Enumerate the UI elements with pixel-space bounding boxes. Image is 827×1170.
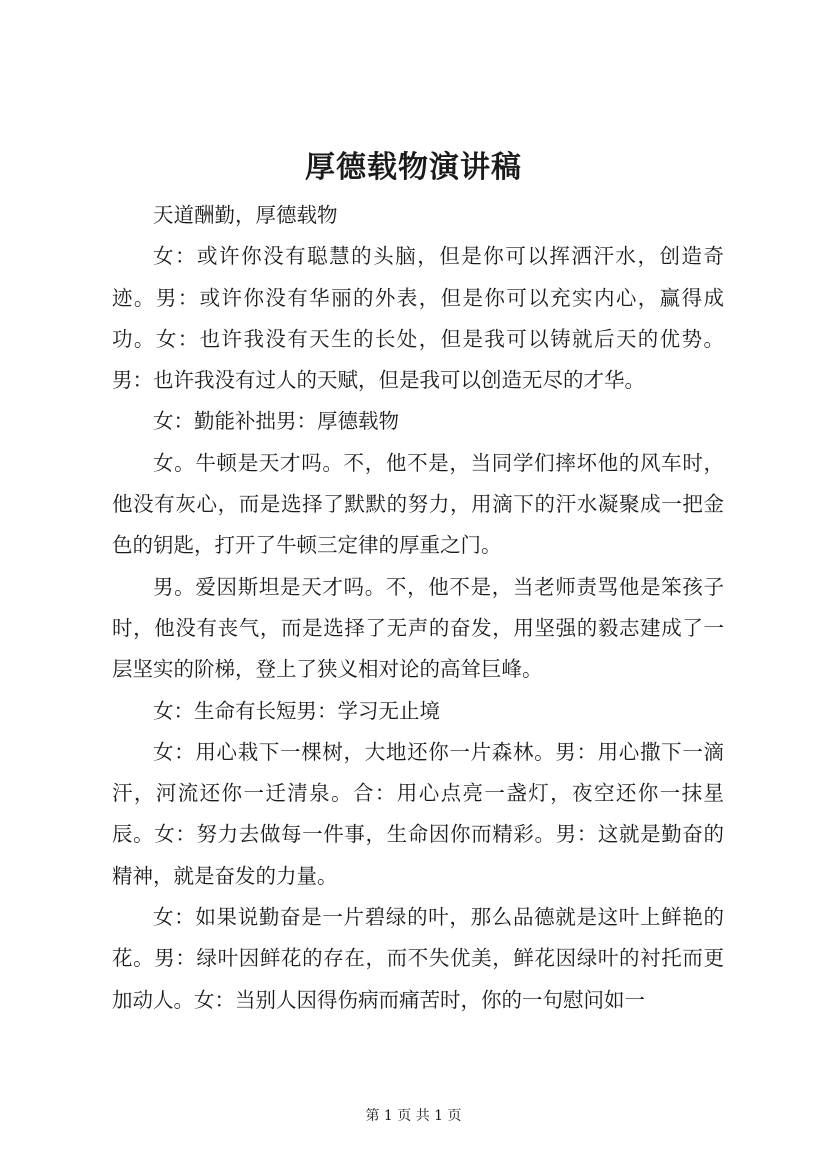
- paragraph: 女：或许你没有聪慧的头脑，但是你可以挥洒汗水，创造奇迹。男：或许你没有华丽的外表，但是你可以充实内心，赢得成功。女：也许我没有天生的长处，但是我可以铸就后天的优势。男：也许我没有过人的天赋，但是我可以创造无尽的才华。: [112, 244, 724, 393]
- page-footer: 第 1 页 共 1 页: [365, 1108, 462, 1124]
- paragraph: 女：生命有长短男：学习无止境: [153, 698, 440, 723]
- paragraph: 女：如果说勤奋是一片碧绿的叶，那么品德就是这叶上鲜艳的花。男：绿叶因鲜花的存在，而不失优美，鲜花因绿叶的衬托而更加动人。女：当别人因得伤病而痛苦时，你的一句慰问如一: [112, 905, 724, 1012]
- document-body: [112, 195, 724, 1021]
- paragraph: 女：勤能补拙男：厚德载物: [153, 409, 399, 434]
- paragraph: 天道酬勤，厚德载物: [153, 203, 338, 227]
- paragraph: 男。爱因斯坦是天才吗。不，他不是，当老师责骂他是笨孩子时，他没有丧气，而是选择了无声的奋发，用坚强的毅志建成了一层坚实的阶梯，登上了狭义相对论的高耸巨峰。: [112, 574, 724, 682]
- document-title: 厚德载物演讲稿: [305, 150, 522, 185]
- paragraph: 女。牛顿是天才吗。不，他不是，当同学们摔坏他的风车时，他没有灰心，而是选择了默默的努力，用滴下的汗水凝聚成一把金色的钥匙，打开了牛顿三定律的厚重之门。: [112, 450, 724, 558]
- paragraph: 女：用心栽下一棵树，大地还你一片森林。男：用心撒下一滴汗，河流还你一迁清泉。合：用心点亮一盏灯，夜空还你一抹星辰。女：努力去做每一件事，生命因你而精彩。男：这就是勤奋的精神，就是奋发的力量。: [112, 739, 724, 888]
